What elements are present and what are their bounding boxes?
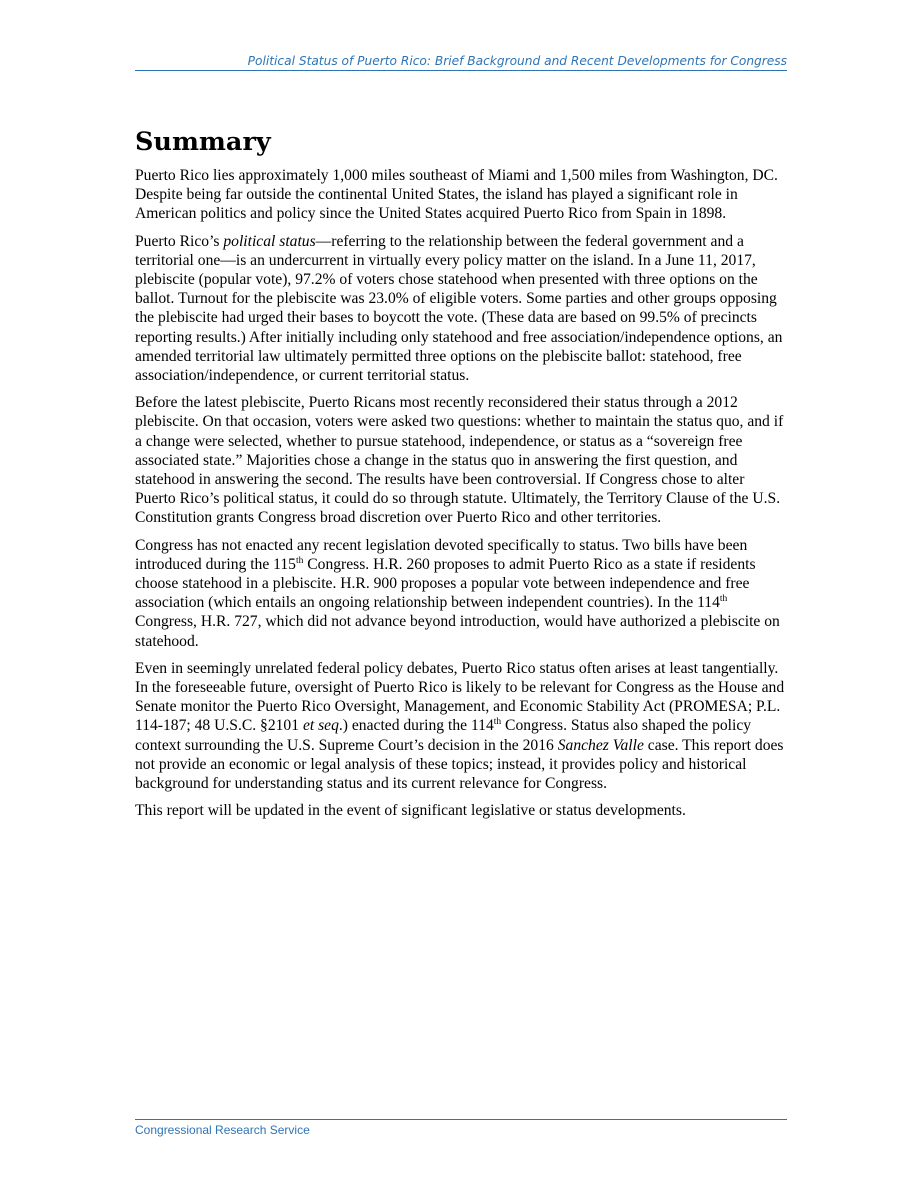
text-run: case. This report does not provide an economic or legal analysis of these topics; instead, it provides policy and historical background for understanding status and its current relevance for Congress. xyxy=(135,736,784,793)
paragraph-location: Puerto Rico lies approximately 1,000 miles southeast of Miami and 1,500 miles from Washington, DC. Despite being far outside the continental United States, the island has played a significant role in American politics and policy since the United States acquired Puerto Rico from Spain in 1898. xyxy=(135,167,778,223)
text-run: —referring to the relationship between the federal government and a territorial one—is an undercurrent in virtually every policy matter on the island. In a June 11, 2017, plebiscite (popular vote), 97.2% of voters chose statehood when presented with three options on the ballot. Turnout for the plebiscite was 23.0% of eligible voters. Some parties and other groups opposing the plebiscite had urged their bases to boycott the vote. (These data are based on 99.5% of precincts reporting results.) After initially including only statehood and free association/independence options, an amended territorial law ultimately permitted three options on the plebiscite ballot: statehood, free association/independence, or current territorial status. xyxy=(135,232,783,385)
text-run: .) enacted during the 114 xyxy=(338,717,494,735)
paragraph-legislation xyxy=(135,536,787,651)
emphasis-case-name: Sanchez Valle xyxy=(557,736,644,754)
paragraph-political-status xyxy=(135,232,787,386)
paragraph-2012-plebiscite: Before the latest plebiscite, Puerto Ricans most recently reconsidered their status through a 2012 plebiscite. On that occasion, voters were asked two questions: whether to maintain the status quo, and if a change were selected, whether to pursue statehood, independence, or status as a “sovereign free associated state.” Majorities chose a change in the status quo in answering the first question, and statehood in answering the second. The results have been controversial. If Congress chose to alter Puerto Rico’s political status, it could do so through statute. Ultimately, the Territory Clause of the U.S. Constitution grants Congress broad discretion over Puerto Rico and other territories. xyxy=(135,394,784,527)
running-header: Political Status of Puerto Rico: Brief Background and Recent Developments for Congress xyxy=(135,54,787,71)
text-run: Even in seemingly unrelated federal policy debates, Puerto Rico status often arises at least tangentially. In the foreseeable future, oversight of Puerto Rico is likely to be relevant for Congress as the House and Senate monitor the Puerto Rico Oversight, Management, and Economic Stability Act (PROMESA; P.L. 114-187; 48 U.S.C. §2101 xyxy=(135,659,785,735)
emphasis-et-seq: et seq xyxy=(302,717,339,735)
emphasis-political-status: political status xyxy=(223,232,316,250)
text-run: Congress. Status also shaped the policy context surrounding the U.S. Supreme Court’s decision in the 2016 xyxy=(135,717,752,754)
superscript-ordinal: th xyxy=(493,717,502,728)
text-run: Congress, H.R. 727, which did not advance beyond introduction, would have authorized a plebiscite on statehood. xyxy=(135,613,780,650)
superscript-ordinal: th xyxy=(719,594,728,605)
text-run: Puerto Rico’s xyxy=(135,232,224,250)
superscript-ordinal: th xyxy=(295,555,304,566)
text-run: Congress. H.R. 260 proposes to admit Puerto Rico as a state if residents choose statehood in a plebiscite. H.R. 900 proposes a popular vote between independence and free association (which entails an ongoing relationship between independent countries). In the 114 xyxy=(135,555,756,612)
text-run: Congress has not enacted any recent legislation devoted specifically to status. Two bills have been introduced during the 115 xyxy=(135,536,748,573)
paragraph-oversight xyxy=(135,659,787,793)
page-footer: Congressional Research Service xyxy=(135,1119,787,1137)
paragraph-update-note: This report will be updated in the event of significant legislative or status developments. xyxy=(135,802,686,820)
main-content xyxy=(135,124,787,829)
section-title: Summary xyxy=(135,127,271,157)
